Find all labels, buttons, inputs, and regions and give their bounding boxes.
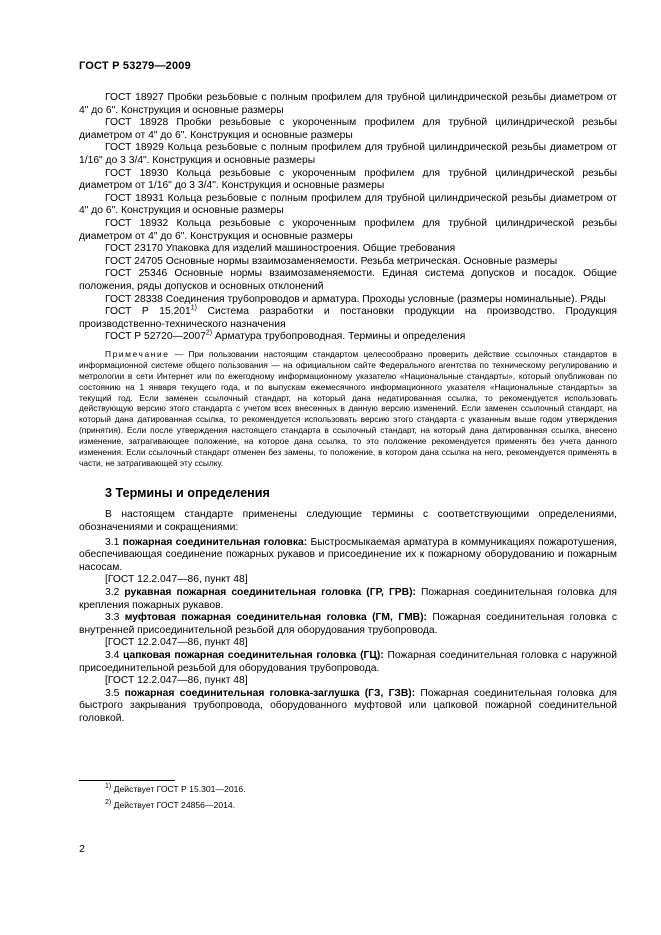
term-text: Пожарная соединительная головка для крепления пожарных рукавов.	[79, 587, 617, 611]
term-text: Пожарная соединительная головка с внутренней присоединительной резьбой для оборудования трубопровода.	[79, 612, 617, 636]
term-name: муфтовая пожарная соединительная головка (ГМ, ГМВ):	[124, 612, 427, 624]
reference-item-footnoted	[79, 306, 617, 331]
page-content	[79, 92, 617, 726]
term-source: [ГОСТ 12.2.047—86, пункт 48]	[105, 574, 248, 586]
term-definition	[79, 537, 617, 575]
footnote-mark: 2)	[205, 329, 213, 337]
note-text: — При пользовании настоящим стандартом целесообразно проверить действие ссылочных стандартов в информационной системе общего пользования — на официальном сайте Федерального агентства по техническому регулированию и метрологии в сети Интернет или по ежегодному информационному указателю «Национальные стандарты», который опубликован по состоянию на 1 января текущего года, и по выпускам ежемесячного информационного указателя «Национальные стандарты» за текущий год. Если заменен ссылочный стандарт, на который дана недатированная ссылка, то рекомендуется использовать действующую версию этого стандарта с учетом всех внесенных в данную версию изменений. Если заменен ссылочный стандарт, на который дана датированная ссылка, то рекомендуется использовать версию этого стандарта с указанным выше годом утверждения (принятия). Если после утверждения настоящего стандарта в ссылочный стандарт, на который дана датированная ссылка, внесено изменение, затрагивающее положение, на которое дана ссылка, то это положение рекомендуется применять без учета данного изменения. Если ссылочный стандарт отменен без замены, то положение, в котором дана ссылка на него, рекомендуется применять в части, не затрагивающей эту ссылку.	[79, 348, 617, 468]
term-text: Пожарная соединительная головка для быстрого закрывания трубопровода, оборудованного муфтовой или цапковой пожарной соединительной головкой.	[79, 687, 617, 724]
term-name: пожарная соединительная головка-заглушка (ГЗ, ГЗВ):	[124, 687, 416, 699]
footnote	[105, 784, 246, 795]
term-text: Пожарная соединительная головка с наружной присоединительной резьбой для оборудования трубопровода.	[79, 649, 618, 674]
term-name: цапковая пожарная соединительная головка (ГЦ):	[123, 649, 384, 661]
note-label: Примечание	[105, 348, 170, 359]
term-name: пожарная соединительная головка:	[122, 536, 308, 548]
term-number: 3.3	[105, 612, 125, 624]
reference-item: ГОСТ 18932 Кольца резьбовые с укороченным профилем для трубной цилиндрической резьбы диаметром от 4" до 6". Конструкция и основные размеры	[79, 217, 617, 242]
reference-item: ГОСТ 18931 Кольца резьбовые с полным профилем для трубной цилиндрической резьбы диаметром от 4" до 6". Конструкция и основные размеры	[79, 192, 617, 217]
footnote-text: Действует ГОСТ Р 15.301—2016.	[111, 784, 246, 794]
footnote-separator	[79, 780, 175, 781]
footnote-mark: 1)	[190, 304, 197, 312]
reference-item: ГОСТ 18927 Пробки резьбовые с полным профилем для трубной цилиндрической резьбы диаметром от 4" до 6". Конструкция и основные размеры	[79, 92, 617, 116]
footnote-mark: 1)	[105, 783, 112, 791]
term-definition	[79, 612, 617, 637]
reference-item: ГОСТ 24705 Основные нормы взаимозаменяемости. Резьба метрическая. Основные размеры	[105, 255, 558, 267]
section-title: 3 Термины и определения	[105, 485, 270, 500]
page-number: 2	[79, 843, 85, 855]
term-source: [ГОСТ 12.2.047—86, пункт 48]	[105, 675, 248, 687]
term-number: 3.2	[105, 587, 125, 598]
term-source: [ГОСТ 12.2.047—86, пункт 48]	[105, 637, 248, 649]
note-paragraph	[79, 349, 617, 469]
reference-item: ГОСТ 28338 Соединения трубопроводов и арматура. Проходы условные (размеры номинальные). Ряды	[105, 293, 606, 305]
reference-text: Система разработки и постановки продукции на производство. Продукция производственно-технического назначения	[79, 306, 617, 330]
section-intro: В настоящем стандарте применены следующие термины с соответствующими определениями, обозначениями и сокращениями:	[79, 509, 617, 534]
term-number: 3.5	[105, 687, 125, 699]
reference-text: Арматура трубопроводная. Термины и определения	[212, 331, 466, 343]
reference-code: ГОСТ Р 52720—2007	[105, 331, 206, 343]
reference-item: ГОСТ 18929 Кольца резьбовые с полным профилем для трубной цилиндрической резьбы диаметром от 1/16" до 3 3/4". Конструкция и основные размеры	[79, 142, 617, 166]
term-definition	[79, 650, 617, 675]
term-number: 3.1	[105, 536, 123, 548]
term-text: Быстросмыкаемая арматура в коммуникациях пожаротушения, обеспечивающая соединение пожарных рукавов и присоединение их к пожарному оборудованию и пожарным насосам.	[79, 536, 617, 573]
footnote-mark: 2)	[105, 799, 112, 807]
reference-item: ГОСТ 18930 Кольца резьбовые с укороченным профилем для трубной цилиндрической резьбы диаметром от 1/16" до 3 3/4". Конструкция и основные размеры	[79, 167, 617, 192]
term-definition	[79, 688, 617, 726]
term-definition	[79, 587, 617, 612]
document-header: ГОСТ Р 53279—2009	[79, 60, 191, 72]
reference-item: ГОСТ 25346 Основные нормы взаимозаменяемости. Единая система допусков и посадок. Общие положения, ряды допусков и основных отклонений	[79, 268, 617, 292]
footnote	[105, 800, 235, 811]
normative-references	[79, 92, 617, 344]
reference-item: ГОСТ 18928 Пробки резьбовые с укороченным профилем для трубной цилиндрической резьбы диаметром от 4" до 6". Конструкция и основные размеры	[79, 117, 617, 141]
reference-code: ГОСТ Р 15.201	[105, 306, 191, 318]
reference-item-footnoted	[79, 331, 617, 344]
reference-item: ГОСТ 23170 Упаковка для изделий машиностроения. Общие требования	[105, 243, 456, 255]
term-name: рукавная пожарная соединительная головка (ГР, ГРВ):	[124, 587, 416, 598]
footnote-text: Действует ГОСТ 24856—2014.	[111, 800, 236, 810]
term-number: 3.4	[105, 649, 124, 661]
